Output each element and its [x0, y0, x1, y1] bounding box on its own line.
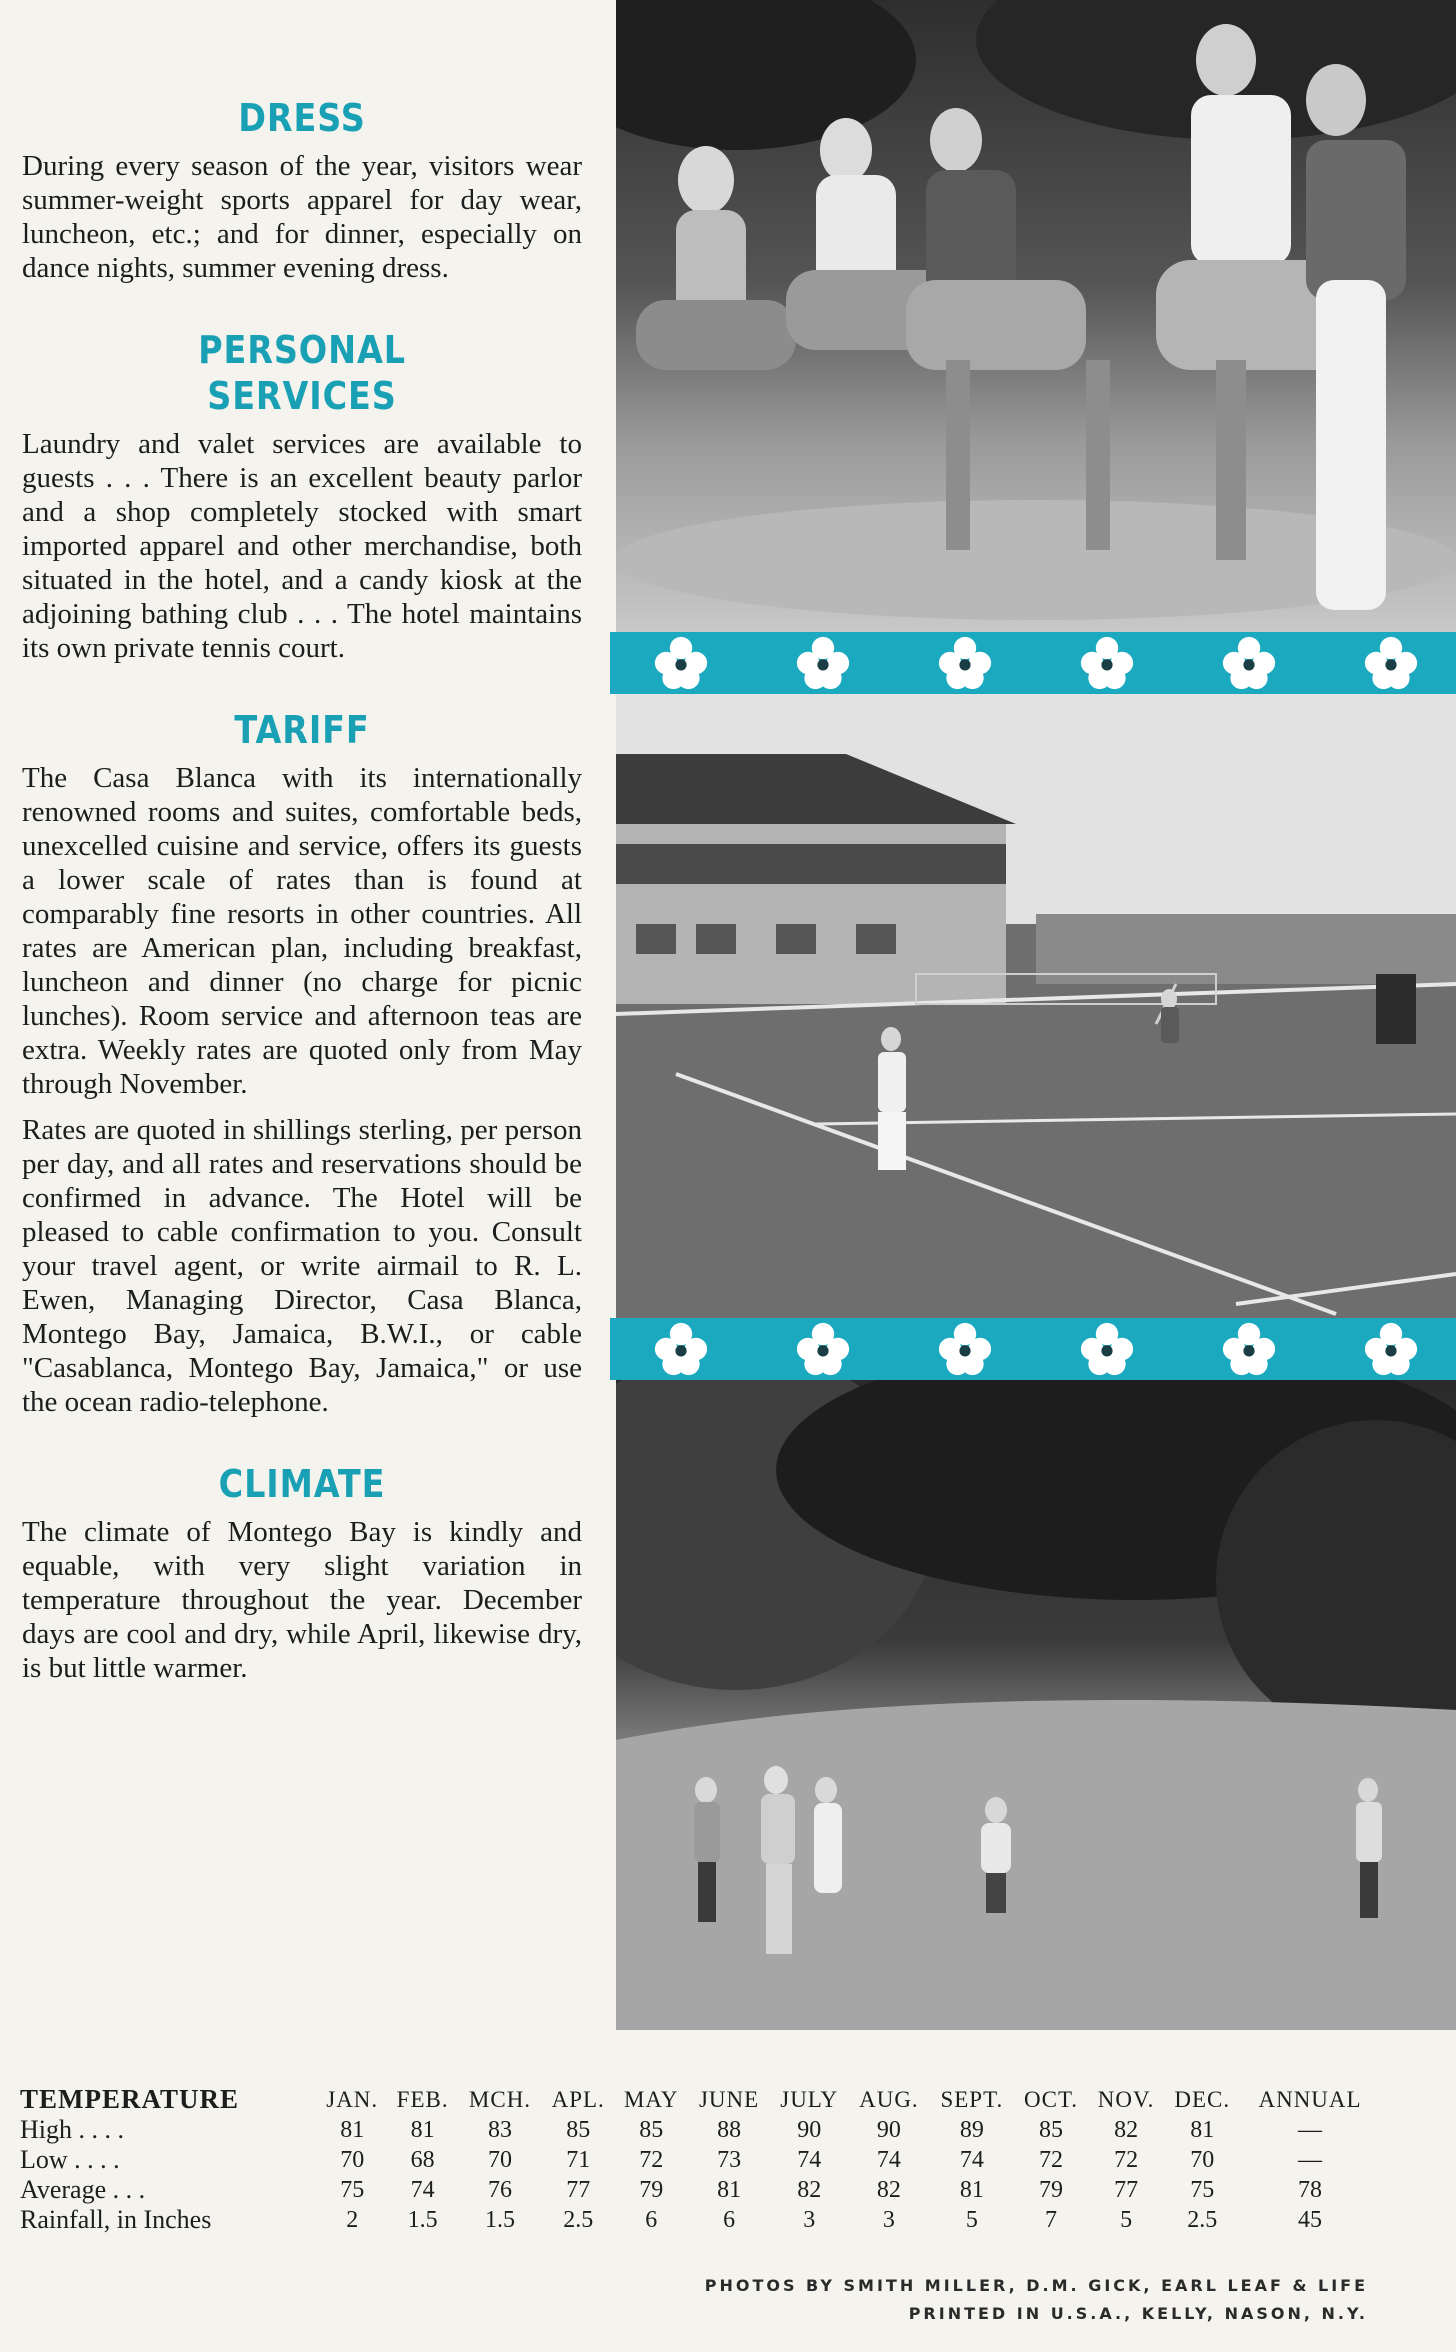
column-header: APL. — [551, 2086, 605, 2112]
table-row — [20, 2115, 1380, 2145]
table-cell: 90 — [876, 2116, 901, 2143]
table-cell: — — [1298, 2146, 1323, 2173]
table-cell: 2.5 — [1187, 2206, 1218, 2233]
column-header: MAY — [623, 2086, 679, 2112]
table-row — [20, 2205, 1380, 2235]
table-row — [20, 2175, 1380, 2205]
table-cell: 7 — [1045, 2206, 1058, 2233]
table-cell: 70 — [1190, 2146, 1215, 2173]
flower-icon — [653, 1321, 709, 1377]
table-cell: 82 — [797, 2176, 822, 2203]
dress-paragraph: During every season of the year, visitors wear summer-weight sports apparel for day wear, luncheon, etc.; and for dinner, especially on dance nights, summer evening dress. — [22, 150, 582, 284]
column-header: MCH. — [468, 2086, 532, 2112]
flower-icon — [937, 1321, 993, 1377]
table-label: TEMPERATURE — [20, 2084, 240, 2114]
table-cell: 77 — [566, 2176, 591, 2203]
table-cell: 81 — [959, 2176, 984, 2203]
table-cell: 71 — [566, 2146, 591, 2173]
table-cell: 74 — [797, 2146, 822, 2173]
table-cell: 5 — [965, 2206, 978, 2233]
table-cell: 70 — [340, 2146, 365, 2173]
column-header: ANNUAL — [1258, 2086, 1362, 2112]
flower-icon — [1079, 635, 1135, 691]
photo-column — [616, 0, 1456, 2030]
dress-section — [22, 95, 582, 285]
column-header: FEB. — [396, 2086, 449, 2112]
golf-course-photo — [616, 1380, 1456, 2030]
tariff-section — [22, 707, 582, 1419]
table-cell: 75 — [340, 2176, 365, 2203]
table-cell: 3 — [803, 2206, 816, 2233]
row-label: High . . . . — [20, 2115, 124, 2144]
tennis-court-image — [616, 694, 1456, 1318]
table-cell: — — [1298, 2116, 1323, 2143]
flower-icon — [1363, 635, 1419, 691]
table-cell: 76 — [487, 2176, 512, 2203]
climate-section — [22, 1461, 582, 1685]
flower-icon — [653, 635, 709, 691]
tariff-paragraph: The Casa Blanca with its internationally renowned rooms and suites, comfortable beds, unexcelled cuisine and service, offers its guests a lower scale of rates than is found at comparably fine resorts in other countries. All rates are American plan, including breakfast, luncheon and dinner (no charge for picnic lunches). Room service and afternoon teas are extra. Weekly rates are quoted only from May through November. — [22, 762, 582, 1100]
table-cell: 74 — [410, 2176, 435, 2203]
table-cell: 79 — [1039, 2176, 1064, 2203]
flower-stripe — [610, 632, 1456, 694]
table-cell: 6 — [645, 2206, 658, 2233]
table-cell: 3 — [882, 2206, 895, 2233]
row-label: Rainfall, in Inches — [20, 2205, 212, 2234]
table-cell: 72 — [639, 2146, 664, 2173]
table-cell: 85 — [1039, 2116, 1064, 2143]
table-cell: 83 — [487, 2116, 512, 2143]
credits-line: PHOTOS BY SMITH MILLER, D.M. GICK, EARL LEAF & LIFE — [704, 2276, 1368, 2295]
table-cell: 45 — [1298, 2206, 1323, 2233]
heading-line: SERVICES — [207, 374, 397, 418]
table-cell: 82 — [1114, 2116, 1139, 2143]
dress-heading — [56, 95, 549, 141]
table-cell: 1.5 — [484, 2206, 515, 2233]
personal-services-heading — [56, 327, 549, 419]
flower-icon — [1221, 1321, 1277, 1377]
table-cell: 89 — [959, 2116, 984, 2143]
tennis-court-photo — [616, 694, 1456, 1318]
table-cell: 81 — [340, 2116, 365, 2143]
tariff-heading — [56, 707, 549, 753]
credits-line: PRINTED IN U.S.A., KELLY, NASON, N.Y. — [908, 2304, 1368, 2323]
table-cell: 72 — [1039, 2146, 1064, 2173]
table-cell: 1.5 — [407, 2206, 438, 2233]
rates-paragraph: Rates are quoted in shillings sterling, per person per day, and all rates and reservations should be confirmed in advance. The Hotel will be pleased to cable confirmation to you. Consult your travel agent, or write airmail to R. L. Ewen, Managing Director, Casa Blanca, Montego Bay, Jamaica, B.W.I., or cable "Casablanca, Montego Bay, Jamaica," or use the ocean radio-telephone. — [22, 1114, 582, 1418]
flower-icon — [1079, 1321, 1135, 1377]
table-cell: 81 — [410, 2116, 435, 2143]
heading-line: CLIMATE — [218, 1462, 386, 1506]
temperature-table — [20, 2084, 1380, 2235]
table-cell: 5 — [1120, 2206, 1133, 2233]
table-row — [20, 2145, 1380, 2175]
climate-heading — [56, 1461, 549, 1507]
table-cell: 77 — [1114, 2176, 1139, 2203]
table-cell: 88 — [717, 2116, 742, 2143]
row-label: Low . . . . — [20, 2145, 120, 2174]
table-cell: 2.5 — [563, 2206, 594, 2233]
heading-line: PERSONAL — [198, 328, 406, 372]
column-header: JAN. — [326, 2086, 379, 2112]
table-cell: 70 — [487, 2146, 512, 2173]
table-cell: 81 — [1190, 2116, 1215, 2143]
column-header: AUG. — [859, 2086, 919, 2112]
flower-icon — [1363, 1321, 1419, 1377]
climate-paragraph: The climate of Montego Bay is kindly and equable, with very slight variation in temperature throughout the year. December days are cool and dry, while April, likewise dry, is but little warmer. — [22, 1516, 582, 1684]
table-cell: 85 — [639, 2116, 664, 2143]
table-cell: 75 — [1190, 2176, 1215, 2203]
golf-course-image — [616, 1380, 1456, 2030]
personal-services-section — [22, 327, 582, 665]
table-cell: 78 — [1298, 2176, 1323, 2203]
table-cell: 90 — [797, 2116, 822, 2143]
photo-credits — [705, 2272, 1368, 2328]
column-header: DEC. — [1174, 2086, 1231, 2112]
heading-line: TARIFF — [234, 708, 370, 752]
donkey-riders-photo — [616, 0, 1456, 632]
flower-icon — [1221, 635, 1277, 691]
flower-stripe — [610, 1318, 1456, 1380]
table-cell: 68 — [410, 2146, 435, 2173]
column-header: OCT. — [1024, 2086, 1079, 2112]
table-cell: 81 — [717, 2176, 742, 2203]
flower-icon — [795, 1321, 851, 1377]
table-cell: 82 — [876, 2176, 901, 2203]
table-header-row — [20, 2084, 1380, 2115]
donkey-riders-image — [616, 0, 1456, 632]
flower-icon — [795, 635, 851, 691]
column-header: NOV. — [1097, 2086, 1155, 2112]
table-cell: 85 — [566, 2116, 591, 2143]
column-header: SEPT. — [940, 2086, 1004, 2112]
table-cell: 74 — [959, 2146, 984, 2173]
table-cell: 73 — [717, 2146, 742, 2173]
flower-icon — [937, 635, 993, 691]
table-cell: 74 — [876, 2146, 901, 2173]
table-cell: 2 — [346, 2206, 359, 2233]
personal-services-paragraph: Laundry and valet services are available to guests . . . There is an excellent beauty parlor and a shop completely stocked with smart imported apparel and other merchandise, both situated in the hotel, and a candy kiosk at the adjoining bathing club . . . The hotel maintains its own private tennis court. — [22, 428, 582, 664]
text-column — [22, 95, 582, 1727]
table-cell: 6 — [723, 2206, 736, 2233]
row-label: Average . . . — [20, 2175, 146, 2204]
column-header: JULY — [780, 2086, 839, 2112]
column-header: JUNE — [698, 2086, 760, 2112]
table-cell: 79 — [639, 2176, 664, 2203]
table-cell: 72 — [1114, 2146, 1139, 2173]
heading-line: DRESS — [238, 96, 366, 140]
